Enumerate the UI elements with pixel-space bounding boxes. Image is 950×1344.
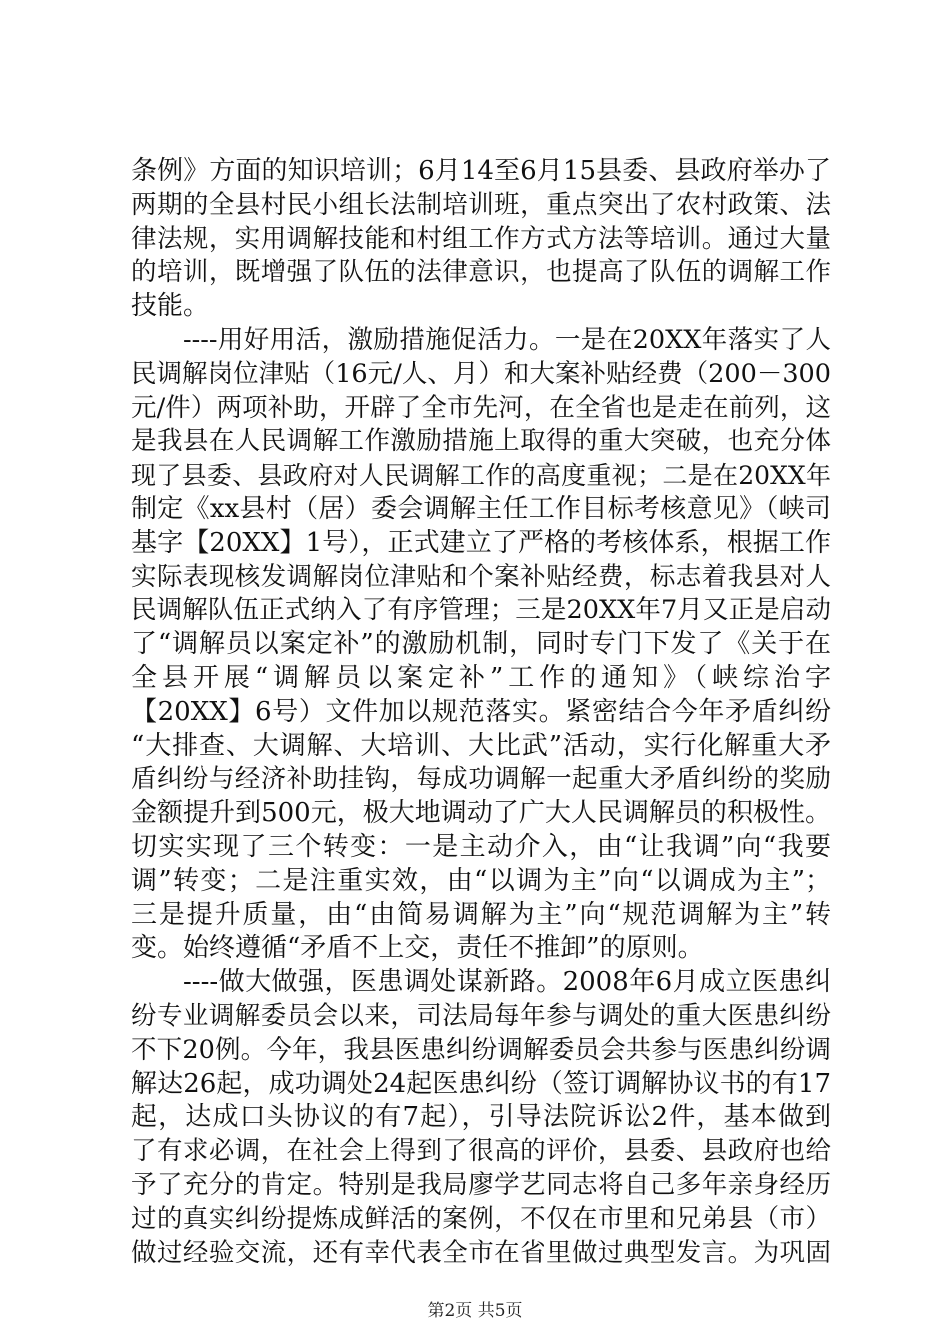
text-line: ----做大做强，医患调处谋新路。2008年6月成立医患纠 (183, 967, 831, 998)
text-line: 是我县在人民调解工作激励措施上取得的重大突破，也充分体 (131, 426, 831, 457)
text-line: 起，达成口头协议的有7起），引导法院诉讼2件，基本做到 (131, 1102, 831, 1133)
text-line: 解达26起，成功调处24起医患纠纷（签订调解协议书的有17 (131, 1068, 831, 1099)
page-footer: 第2页 共5页 (427, 1301, 523, 1321)
text-line: 三是提升质量，由“由简易调解为主”向“规范调解为主”转 (131, 899, 831, 930)
text-line: 调”转变；二是注重实效，由“以调为主”向“以调成为主”； (131, 865, 831, 896)
paragraph (131, 966, 831, 1270)
text-line: 制定《xx县村（居）委会调解主任工作目标考核意见》（峡司 (131, 493, 831, 524)
text-line: 基字【20XX】1号），正式建立了严格的考核体系，根据工作 (131, 527, 831, 558)
text-line: 不下20例。今年，我县医患纠纷调解委员会共参与医患纠纷调 (131, 1034, 831, 1065)
text-line: 【20XX】6号）文件加以规范落实。紧密结合今年矛盾纠纷 (131, 696, 831, 727)
text-line: 做过经验交流，还有幸代表全市在省里做过典型发言。为巩固 (131, 1237, 831, 1268)
text-line: “大排查、大调解、大培训、大比武”活动，实行化解重大矛 (131, 730, 831, 761)
text-line: 过的真实纠纷提炼成鲜活的案例，不仅在市里和兄弟县（市） (131, 1203, 831, 1234)
text-line: 技能。 (131, 291, 210, 322)
text-line: 律法规，实用调解技能和村组工作方式方法等培训。通过大量 (131, 223, 831, 254)
text-line: 予了充分的肯定。特别是我局廖学艺同志将自己多年亲身经历 (131, 1169, 831, 1200)
text-line: 切实实现了三个转变：一是主动介入，由“让我调”向“我要 (131, 831, 831, 862)
text-line: 条例》方面的知识培训；6月14至6月15县委、县政府举办了 (131, 156, 831, 186)
text-line: 全县开展“调解员以案定补”工作的通知》（峡综治字 (131, 662, 831, 693)
text-line: ----用好用活，激励措施促活力。一是在20XX年落实了人 (183, 324, 831, 355)
paragraph (131, 324, 831, 966)
text-line: 纷专业调解委员会以来，司法局每年参与调处的重大医患纠纷 (131, 1000, 831, 1031)
text-line: 了有求必调，在社会上得到了很高的评价，县委、县政府也给 (131, 1136, 831, 1167)
paragraph (131, 155, 831, 324)
text-line: 民调解队伍正式纳入了有序管理；三是20XX年7月又正是启动 (131, 595, 831, 626)
text-line: 现了县委、县政府对人民调解工作的高度重视；二是在20XX年 (131, 461, 831, 491)
text-line: 了“调解员以案定补”的激励机制，同时专门下发了《关于在 (131, 629, 831, 660)
text-line: 元/件）两项补助，开辟了全市先河，在全省也是走在前列，这 (131, 392, 831, 423)
text-line: 的培训，既增强了队伍的法律意识，也提高了队伍的调解工作 (131, 257, 831, 288)
text-line: 金额提升到500元，极大地调动了广大人民调解员的积极性。 (131, 798, 831, 829)
text-line: 盾纠纷与经济补助挂钩，每成功调解一起重大矛盾纠纷的奖励 (131, 764, 831, 795)
text-line: 变。始终遵循“矛盾不上交，责任不推卸”的原则。 (131, 933, 704, 964)
text-line: 两期的全县村民小组长法制培训班，重点突出了农村政策、法 (131, 189, 831, 220)
text-line: 民调解岗位津贴（16元/人、月）和大案补贴经费（200－300 (131, 358, 831, 389)
document-body (131, 155, 831, 1270)
text-line: 实际表现核发调解岗位津贴和个案补贴经费，标志着我县对人 (131, 561, 831, 592)
